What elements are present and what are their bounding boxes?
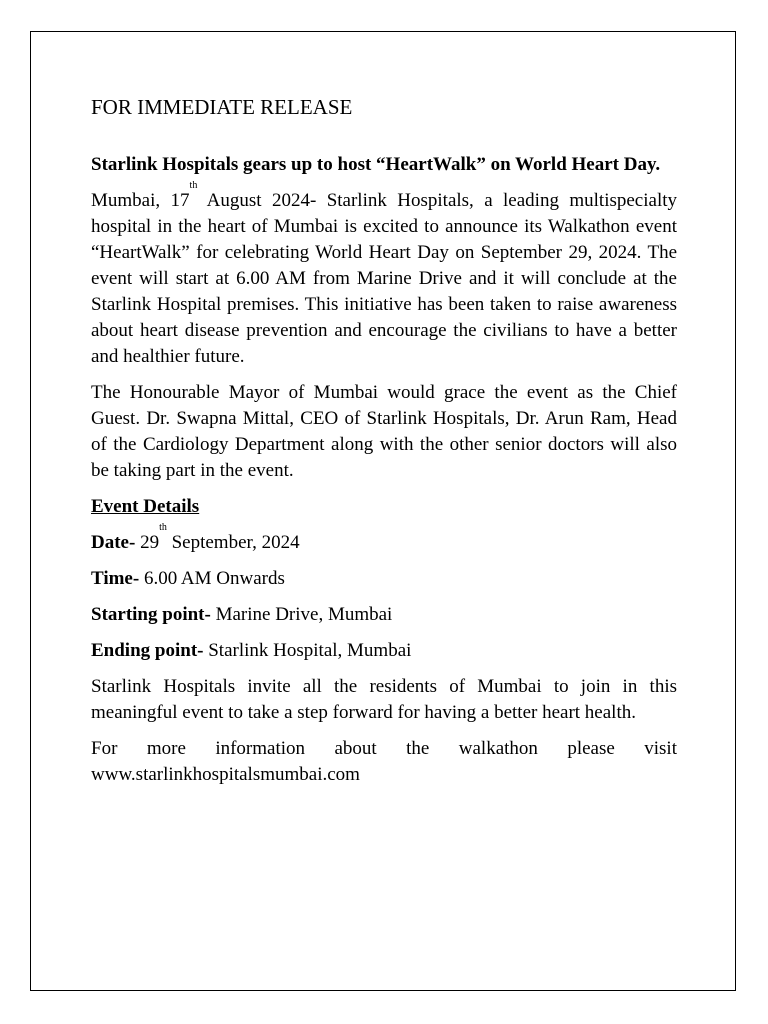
intro-paragraph [91, 180, 677, 370]
headline: Starlink Hospitals gears up to host “HeartWalk” on World Heart Day. [91, 154, 661, 175]
event-details-title: Event Details [91, 496, 200, 517]
starting-point-value: Marine Drive, Mumbai [210, 604, 393, 625]
event-ending-point [91, 638, 677, 664]
invite-paragraph: Starlink Hospitals invite all the residents of Mumbai to join in this meaningful event to take a step forward for having a better heart health. [91, 676, 677, 723]
info-text: For more information about the walkathon please visit [91, 738, 677, 759]
intro-prefix: Mumbai, 17 [91, 190, 190, 211]
event-starting-point [91, 602, 677, 628]
intro-text: August 2024- Starlink Hospitals, a leading multispecialty hospital in the heart of Mumbai is excited to announce its Walkathon event “HeartWalk” for celebrating World Heart Day on September 29, 2024. The event will start at 6.00 AM from Marine Drive and it will conclude at the Starlink Hospital premises. This initiative has been taken to raise awareness about heart disease prevention and encourage the civilians to have a better and healthier future. [91, 190, 677, 367]
release-label: FOR IMMEDIATE RELEASE [91, 95, 353, 119]
guests-paragraph: The Honourable Mayor of Mumbai would grace the event as the Chief Guest. Dr. Swapna Mittal, CEO of Starlink Hospitals, Dr. Arun Ram, Head of the Cardiology Department along with the other senior doctors will also be taking part in the event. [91, 382, 677, 481]
info-url[interactable]: www.starlinkhospitalsmumbai.com [91, 764, 360, 785]
press-release-body [91, 94, 677, 798]
intro-superscript: th [189, 180, 198, 191]
starting-point-label: Starting point- [91, 604, 211, 625]
info-paragraph [91, 736, 677, 788]
event-date-rest: September, 2024 [166, 532, 300, 553]
event-time [91, 566, 677, 592]
ending-point-value: Starlink Hospital, Mumbai [203, 640, 412, 661]
event-date-label: Date- [91, 532, 136, 553]
ending-point-label: Ending point- [91, 640, 204, 661]
event-date [91, 522, 677, 556]
event-date-superscript: th [159, 522, 167, 533]
event-date-day: 29 [135, 532, 160, 553]
event-time-value: 6.00 AM Onwards [139, 568, 285, 589]
event-time-label: Time- [91, 568, 140, 589]
